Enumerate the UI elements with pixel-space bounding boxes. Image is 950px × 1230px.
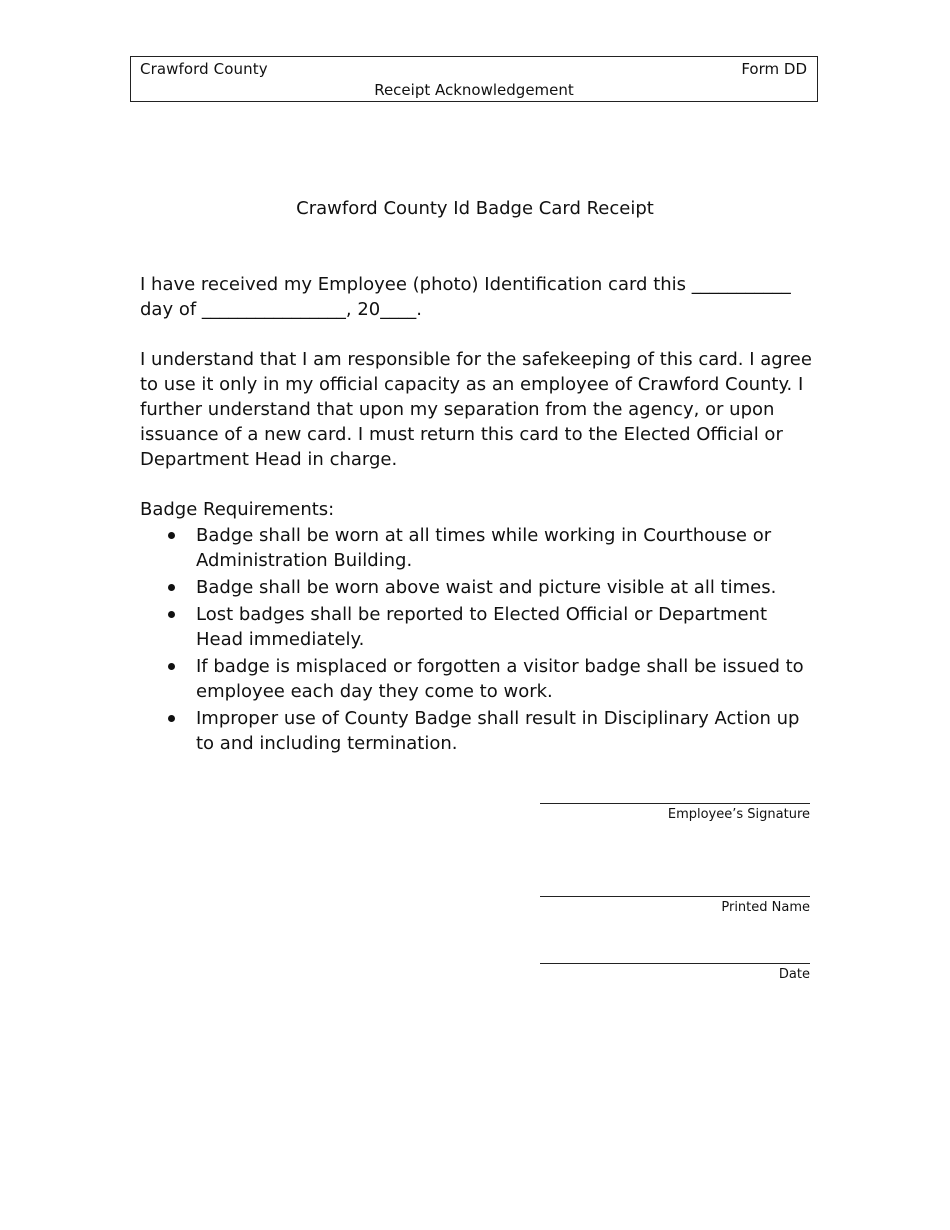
printed-name-line[interactable] (540, 884, 810, 897)
list-item (140, 575, 815, 600)
employee-signature-block (538, 791, 810, 822)
requirement-text: Improper use of County Badge shall result in Disciplinary Action up to and including termination. (196, 708, 800, 754)
date-block (538, 951, 810, 982)
list-item (140, 523, 815, 573)
requirement-text: If badge is misplaced or forgotten a visitor badge shall be issued to employee each day they come to work. (196, 656, 804, 702)
requirement-text: Badge shall be worn above waist and picture visible at all times. (196, 577, 777, 598)
responsibility-statement: I understand that I am responsible for the safekeeping of this card. I agree to use it only in my official capacity as an employee of Crawford County. I further understand that upon my separation from the agency, or upon issuance of a new card. I must return this card to the Elected Official or Department Head in charge. (140, 349, 812, 470)
bullet-icon (168, 611, 175, 618)
bullet-icon (168, 663, 175, 670)
requirements-heading: Badge Requirements: (140, 499, 335, 520)
employee-signature-line[interactable] (540, 791, 810, 804)
header-subtitle: Receipt Acknowledgement (374, 81, 574, 99)
employee-signature-label: Employee’s Signature (667, 807, 810, 822)
bullet-icon (168, 715, 175, 722)
form-header (130, 56, 818, 102)
printed-name-block (538, 884, 810, 915)
requirement-text: Lost badges shall be reported to Elected Official or Department Head immediately. (196, 604, 768, 650)
requirements-list (140, 523, 815, 758)
list-item (140, 706, 815, 756)
received-statement: I have received my Employee (photo) Identification card this ___________ day of ________________, 20____. (140, 274, 791, 320)
requirement-text: Badge shall be worn at all times while working in Courthouse or Administration Building. (196, 525, 772, 571)
date-line[interactable] (540, 951, 810, 964)
date-label: Date (778, 967, 810, 982)
printed-name-label: Printed Name (721, 900, 810, 915)
list-item (140, 602, 815, 652)
list-item (140, 654, 815, 704)
document-title: Crawford County Id Badge Card Receipt (296, 198, 654, 219)
bullet-icon (168, 584, 175, 591)
header-county: Crawford County (140, 60, 268, 78)
header-form-id: Form DD (741, 60, 807, 78)
bullet-icon (168, 532, 175, 539)
